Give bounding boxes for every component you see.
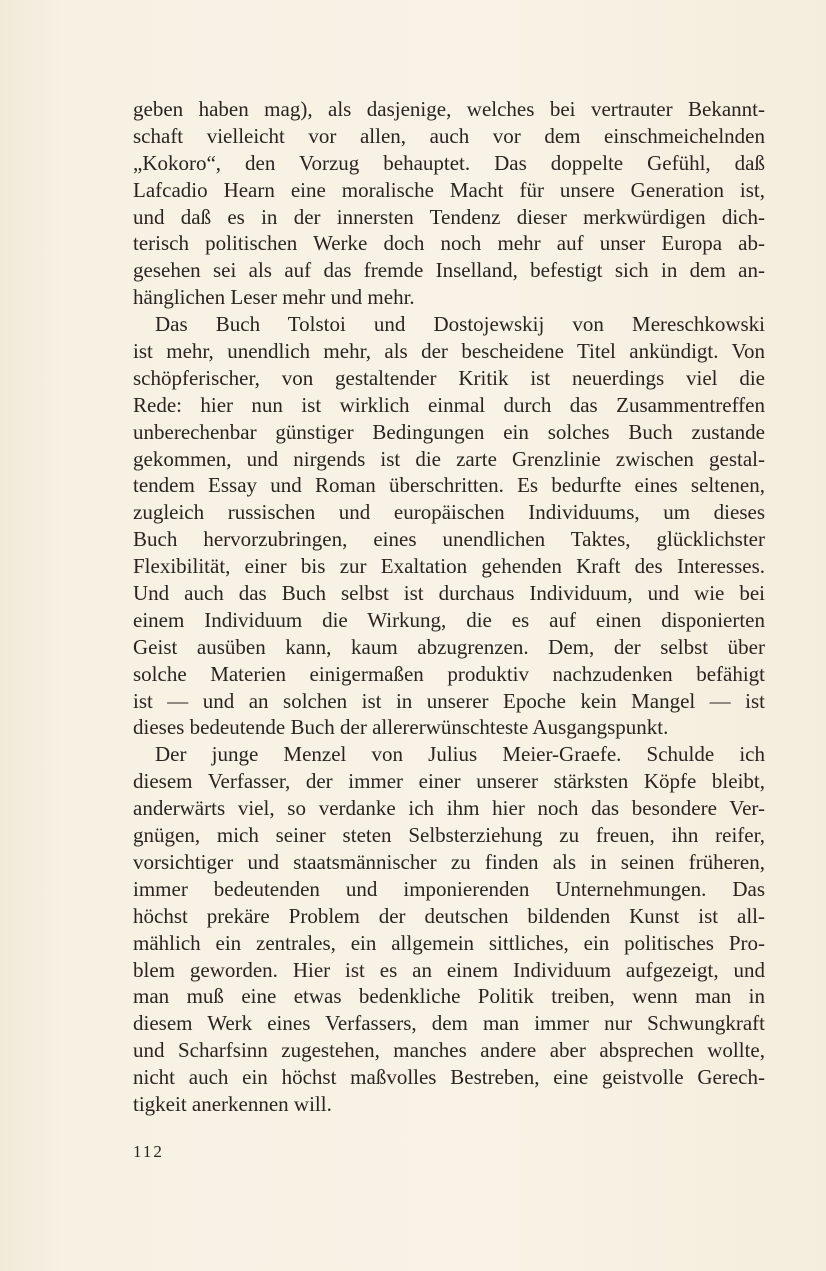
text-line: ist mehr, unendlich mehr, als der bescheidene Titel ankündigt. Von xyxy=(133,339,765,364)
text-line: solche Materien einigermaßen produktiv nachzudenken befähigt xyxy=(133,661,765,686)
text-line: Und auch das Buch selbst ist durchaus Individuum, und wie bei xyxy=(133,581,765,606)
text-line: hänglichen Leser mehr und mehr. xyxy=(133,285,415,310)
text-line: ist — und an solchen ist in unserer Epoche kein Mangel — ist xyxy=(133,688,765,713)
text-line: tigkeit anerkennen will. xyxy=(133,1091,332,1116)
text-line: vorsichtiger und staatsmännischer zu finden als in seinen früheren, xyxy=(133,849,765,874)
text-line: mählich ein zentrales, ein allgemein sittliches, ein politisches Pro- xyxy=(133,930,765,955)
paragraph-hearn xyxy=(133,96,765,311)
text-line: „Kokoro“, den Vorzug behauptet. Das doppelte Gefühl, daß xyxy=(133,150,765,175)
text-line: Rede: hier nun ist wirklich einmal durch das Zusammentreffen xyxy=(133,392,765,417)
text-line: dieses bedeutende Buch der allererwünschteste Ausgangspunkt. xyxy=(133,715,669,740)
text-line: einem Individuum die Wirkung, die es auf einen disponierten xyxy=(133,607,765,632)
text-line: Lafcadio Hearn eine moralische Macht für unsere Generation ist, xyxy=(133,177,765,202)
paragraph-menzel xyxy=(133,741,765,1117)
paragraph-mereschkowski xyxy=(133,311,765,741)
text-line: und Scharfsinn zugestehen, manches andere aber absprechen wollte, xyxy=(133,1038,765,1063)
text-line: immer bedeutenden und imponierenden Unternehmungen. Das xyxy=(133,876,765,901)
text-line: terisch politischen Werke doch noch mehr auf unser Europa ab- xyxy=(133,231,765,256)
text-line: zugleich russischen und europäischen Individuums, um dieses xyxy=(133,500,765,525)
text-line: diesem Verfasser, der immer einer unserer stärksten Köpfe bleibt, xyxy=(133,769,765,794)
text-line: tendem Essay und Roman überschritten. Es bedurfte eines seltenen, xyxy=(133,473,765,498)
body-text xyxy=(133,96,765,1118)
text-line: Der junge Menzel von Julius Meier-Graefe. Schulde ich xyxy=(155,742,765,767)
text-line: gesehen sei als auf das fremde Inselland, befestigt sich in dem an- xyxy=(133,258,765,283)
page-number: 112 xyxy=(133,1142,164,1161)
text-line: Flexibilität, einer bis zur Exaltation gehenden Kraft des Interesses. xyxy=(133,554,765,579)
text-line: Buch hervorzubringen, eines unendlichen Taktes, glücklichster xyxy=(133,527,765,552)
text-line: und daß es in der innersten Tendenz dieser merkwürdigen dich- xyxy=(133,204,765,229)
text-line: Geist ausüben kann, kaum abzugrenzen. Dem, der selbst über xyxy=(133,634,765,659)
text-line: gnügen, mich seiner steten Selbsterziehung zu freuen, ihn reifer, xyxy=(133,823,765,848)
text-line: schöpferischer, von gestaltender Kritik ist neuerdings viel die xyxy=(133,365,765,390)
text-line: unberechenbar günstiger Bedingungen ein solches Buch zustande xyxy=(133,419,765,444)
text-line: schaft vielleicht vor allen, auch vor dem einschmeichelnden xyxy=(133,123,765,148)
text-line: höchst prekäre Problem der deutschen bildenden Kunst ist all- xyxy=(133,903,765,928)
text-line: Das Buch Tolstoi und Dostojewskij von Mereschkowski xyxy=(155,312,765,337)
text-line: geben haben mag), als dasjenige, welches bei vertrauter Bekannt- xyxy=(133,97,765,121)
text-line: gekommen, und nirgends ist die zarte Grenzlinie zwischen gestal- xyxy=(133,446,765,471)
text-line: nicht auch ein höchst maßvolles Bestreben, eine geistvolle Gerech- xyxy=(133,1065,765,1090)
text-line: blem geworden. Hier ist es an einem Individuum aufgezeigt, und xyxy=(133,957,765,982)
text-line: man muß eine etwas bedenkliche Politik treiben, wenn man in xyxy=(133,984,765,1009)
text-line: diesem Werk eines Verfassers, dem man immer nur Schwungkraft xyxy=(133,1011,765,1036)
text-line: anderwärts viel, so verdanke ich ihm hier noch das besondere Ver- xyxy=(133,796,765,821)
